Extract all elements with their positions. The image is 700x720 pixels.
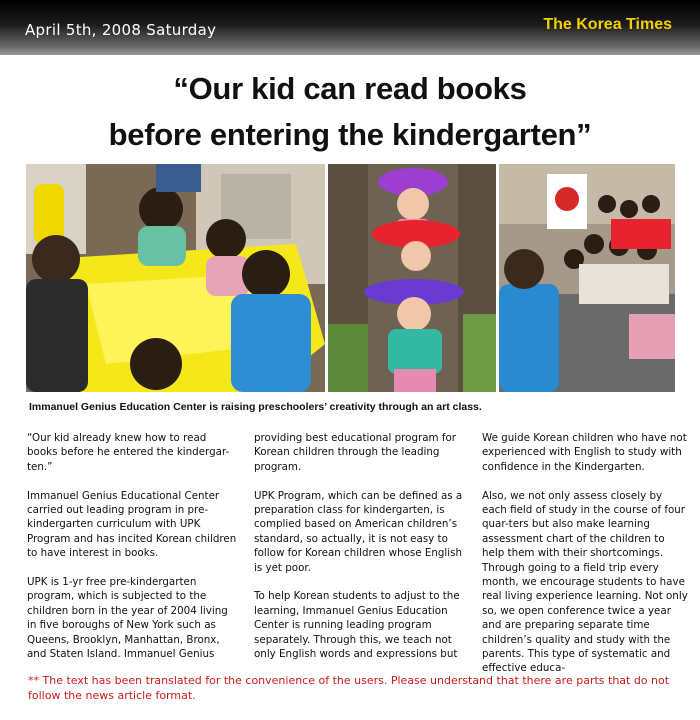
publication-date: April 5th, 2008 Saturday bbox=[25, 21, 217, 39]
paragraph: Also, we not only assess closely by each field of study in the course of four quar-ters but also make learning assessment chart of the children to help them with their shortcomings. bbox=[482, 489, 686, 560]
photo-art-class bbox=[26, 164, 325, 392]
headline-line-1: “Our kid can read books bbox=[173, 71, 527, 106]
paragraph: UPK is 1-yr free pre-kindergarten program, which is subjected to the children born in the year of 2004 living in five boroughs of New York such as Queens, Brooklyn, Manhattan, Bronx, and Staten Island. Immanuel Genius bbox=[27, 576, 228, 661]
paragraph: Through going to a field trip every month, we encourage students to have real living experience learning. Not only so, we open conference twice a year and are preparing separate time children’s quality and study with the parents. This type of systematic and effective educa- bbox=[482, 561, 688, 675]
article-column-2 bbox=[254, 431, 466, 676]
paragraph: Immanuel Genius Educational Center carried out leading program in pre-kindergarten curriculum with UPK Program and has incited Korean children to have interest in books. bbox=[27, 489, 237, 560]
page-header bbox=[0, 0, 700, 55]
paragraph: providing best educational program for Korean children through the leading program. bbox=[254, 432, 456, 473]
photo-caption: Immanuel Genius Education Center is raising preschoolers’ creativity through an art class. bbox=[29, 401, 482, 413]
translation-note: ** The text has been translated for the convenience of the users. Please understand that there are parts that do not follow the news article format. bbox=[28, 674, 670, 702]
paragraph: We guide Korean children who have not experienced with English to study with confidence in the Kindergarten. bbox=[482, 432, 687, 473]
photo-strip bbox=[26, 164, 675, 392]
newspaper-brand: The Korea Times bbox=[543, 16, 672, 33]
paragraph: “Our kid already knew how to read books before he entered the kindergar-ten.” bbox=[27, 432, 230, 473]
paragraph: UPK Program, which can be defined as a preparation class for kindergarten, is complied based on American children’s standard, so actually, it is not easy to follow for Korean children whose English is yet poor. bbox=[254, 489, 463, 574]
paragraph: To help Korean students to adjust to the learning, Immanuel Genius Education Center is running leading program separately. Through this, we teach not only English words and expressions but bbox=[254, 590, 460, 661]
article-column-3 bbox=[482, 431, 688, 690]
article-column-1 bbox=[27, 431, 239, 676]
article-headline bbox=[0, 66, 700, 158]
photo-flower-hats bbox=[328, 164, 496, 392]
photo-reading-circle bbox=[499, 164, 675, 392]
headline-line-2: before entering the kindergarten” bbox=[108, 117, 592, 152]
